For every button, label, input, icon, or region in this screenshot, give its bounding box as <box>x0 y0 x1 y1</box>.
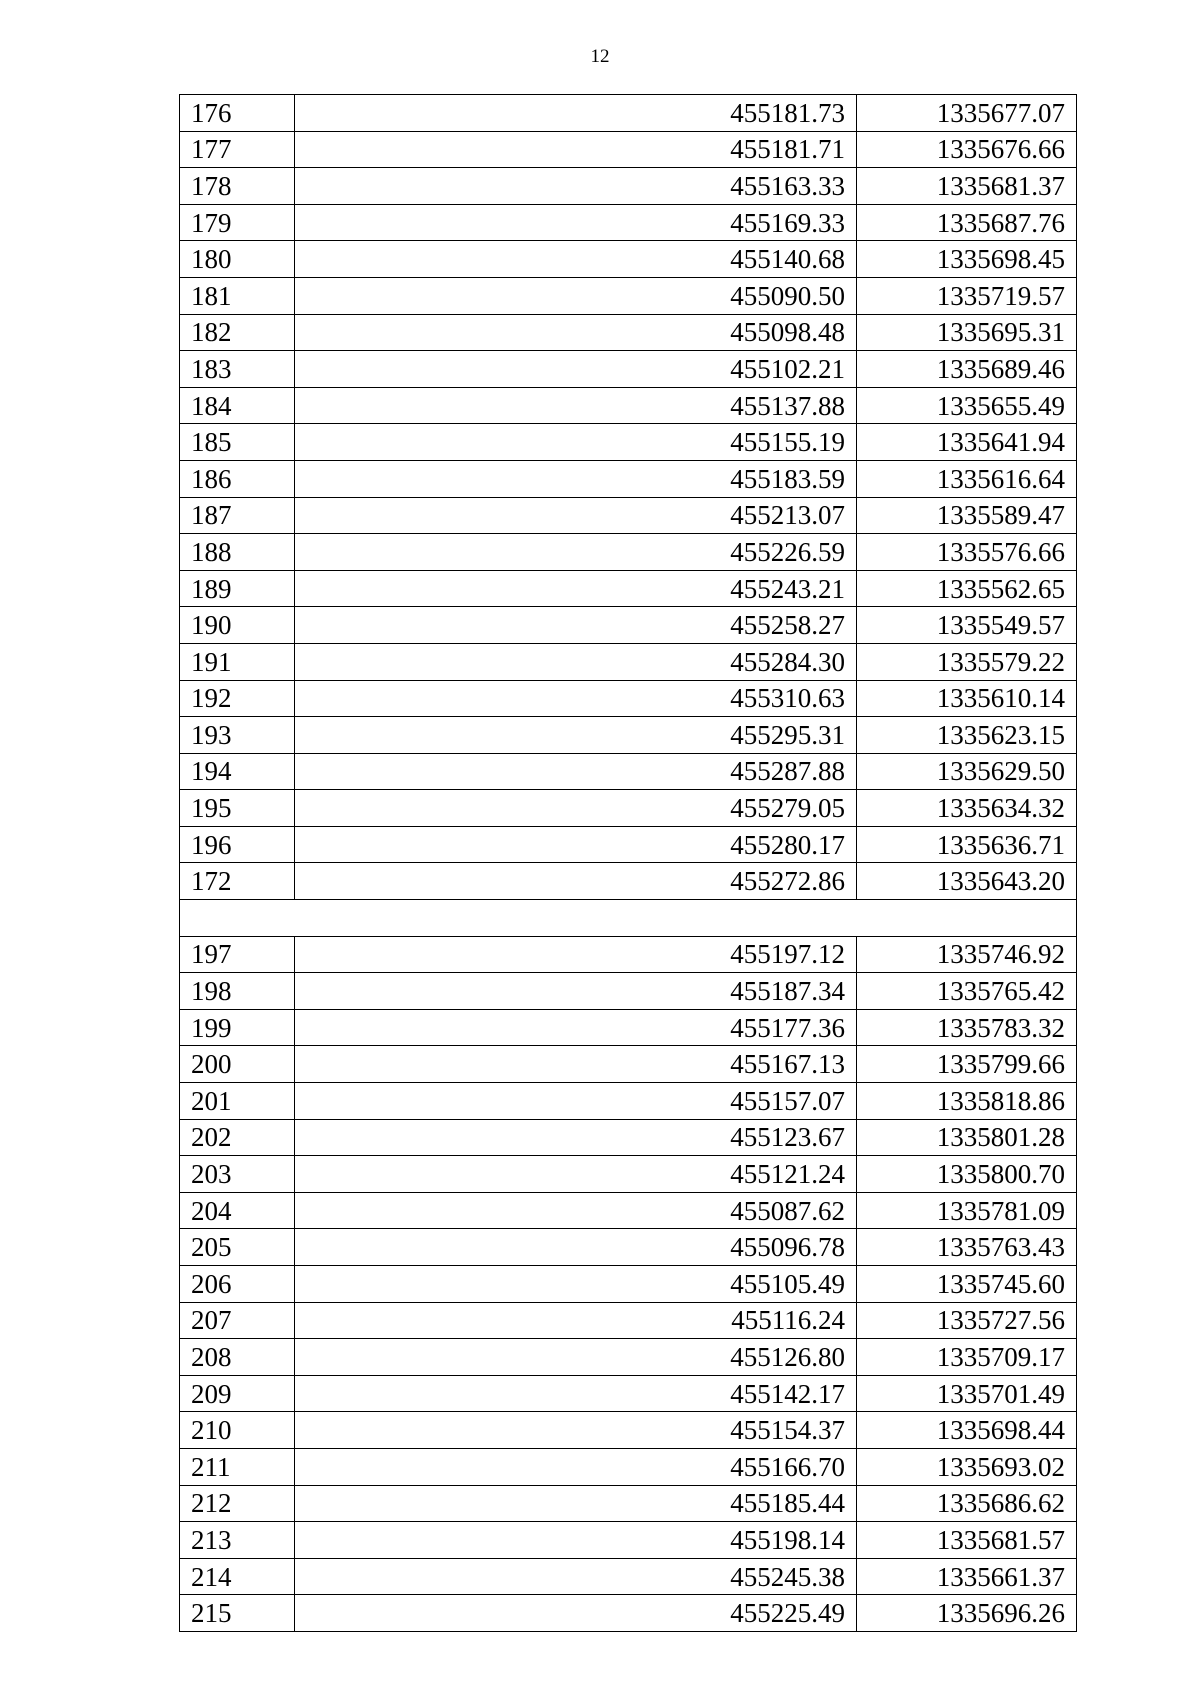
x-coordinate-cell: 455198.14 <box>295 1522 857 1559</box>
table-row <box>180 387 1077 424</box>
x-coordinate-cell: 455137.88 <box>295 387 857 424</box>
x-coordinate-cell: 455245.38 <box>295 1558 857 1595</box>
table-row <box>180 1192 1077 1229</box>
table-row <box>180 1595 1077 1632</box>
x-coordinate-cell: 455166.70 <box>295 1448 857 1485</box>
table-row <box>180 973 1077 1010</box>
group-separator-cell <box>180 900 1077 937</box>
table-row <box>180 424 1077 461</box>
point-number-cell: 180 <box>180 241 295 278</box>
y-coordinate-cell: 1335623.15 <box>857 717 1077 754</box>
x-coordinate-cell: 455169.33 <box>295 204 857 241</box>
x-coordinate-cell: 455142.17 <box>295 1375 857 1412</box>
x-coordinate-cell: 455102.21 <box>295 351 857 388</box>
table-row <box>180 680 1077 717</box>
table-row <box>180 936 1077 973</box>
y-coordinate-cell: 1335661.37 <box>857 1558 1077 1595</box>
table-row <box>180 168 1077 205</box>
x-coordinate-cell: 455087.62 <box>295 1192 857 1229</box>
y-coordinate-cell: 1335696.26 <box>857 1595 1077 1632</box>
table-row <box>180 1229 1077 1266</box>
table-row <box>180 1375 1077 1412</box>
table-row <box>180 497 1077 534</box>
y-coordinate-cell: 1335818.86 <box>857 1083 1077 1120</box>
y-coordinate-cell: 1335643.20 <box>857 863 1077 900</box>
point-number-cell: 213 <box>180 1522 295 1559</box>
point-number-cell: 212 <box>180 1485 295 1522</box>
point-number-cell: 211 <box>180 1448 295 1485</box>
table-row <box>180 643 1077 680</box>
point-number-cell: 192 <box>180 680 295 717</box>
point-number-cell: 198 <box>180 973 295 1010</box>
x-coordinate-cell: 455163.33 <box>295 168 857 205</box>
point-number-cell: 188 <box>180 534 295 571</box>
table-row <box>180 95 1077 132</box>
y-coordinate-cell: 1335687.76 <box>857 204 1077 241</box>
y-coordinate-cell: 1335695.31 <box>857 314 1077 351</box>
x-coordinate-cell: 455280.17 <box>295 826 857 863</box>
y-coordinate-cell: 1335616.64 <box>857 460 1077 497</box>
y-coordinate-cell: 1335801.28 <box>857 1119 1077 1156</box>
coordinates-table-body <box>180 95 1077 1632</box>
x-coordinate-cell: 455226.59 <box>295 534 857 571</box>
y-coordinate-cell: 1335562.65 <box>857 570 1077 607</box>
point-number-cell: 206 <box>180 1266 295 1303</box>
y-coordinate-cell: 1335746.92 <box>857 936 1077 973</box>
point-number-cell: 181 <box>180 277 295 314</box>
point-number-cell: 203 <box>180 1156 295 1193</box>
x-coordinate-cell: 455121.24 <box>295 1156 857 1193</box>
y-coordinate-cell: 1335709.17 <box>857 1339 1077 1376</box>
table-row <box>180 1485 1077 1522</box>
table-row <box>180 1083 1077 1120</box>
y-coordinate-cell: 1335610.14 <box>857 680 1077 717</box>
point-number-cell: 172 <box>180 863 295 900</box>
point-number-cell: 201 <box>180 1083 295 1120</box>
x-coordinate-cell: 455123.67 <box>295 1119 857 1156</box>
table-row <box>180 1302 1077 1339</box>
y-coordinate-cell: 1335698.44 <box>857 1412 1077 1449</box>
table-row <box>180 131 1077 168</box>
point-number-cell: 193 <box>180 717 295 754</box>
point-number-cell: 210 <box>180 1412 295 1449</box>
table-row <box>180 1156 1077 1193</box>
y-coordinate-cell: 1335655.49 <box>857 387 1077 424</box>
x-coordinate-cell: 455177.36 <box>295 1009 857 1046</box>
x-coordinate-cell: 455183.59 <box>295 460 857 497</box>
y-coordinate-cell: 1335634.32 <box>857 790 1077 827</box>
page-number: 12 <box>590 46 610 67</box>
point-number-cell: 199 <box>180 1009 295 1046</box>
table-row <box>180 277 1077 314</box>
table-row <box>180 1009 1077 1046</box>
x-coordinate-cell: 455243.21 <box>295 570 857 607</box>
y-coordinate-cell: 1335676.66 <box>857 131 1077 168</box>
point-number-cell: 208 <box>180 1339 295 1376</box>
point-number-cell: 189 <box>180 570 295 607</box>
table-row <box>180 607 1077 644</box>
x-coordinate-cell: 455140.68 <box>295 241 857 278</box>
x-coordinate-cell: 455284.30 <box>295 643 857 680</box>
y-coordinate-cell: 1335693.02 <box>857 1448 1077 1485</box>
x-coordinate-cell: 455090.50 <box>295 277 857 314</box>
x-coordinate-cell: 455185.44 <box>295 1485 857 1522</box>
point-number-cell: 187 <box>180 497 295 534</box>
y-coordinate-cell: 1335781.09 <box>857 1192 1077 1229</box>
y-coordinate-cell: 1335641.94 <box>857 424 1077 461</box>
table-row <box>180 1522 1077 1559</box>
point-number-cell: 209 <box>180 1375 295 1412</box>
x-coordinate-cell: 455096.78 <box>295 1229 857 1266</box>
x-coordinate-cell: 455116.24 <box>295 1302 857 1339</box>
y-coordinate-cell: 1335727.56 <box>857 1302 1077 1339</box>
y-coordinate-cell: 1335719.57 <box>857 277 1077 314</box>
x-coordinate-cell: 455126.80 <box>295 1339 857 1376</box>
y-coordinate-cell: 1335800.70 <box>857 1156 1077 1193</box>
y-coordinate-cell: 1335681.57 <box>857 1522 1077 1559</box>
x-coordinate-cell: 455167.13 <box>295 1046 857 1083</box>
x-coordinate-cell: 455154.37 <box>295 1412 857 1449</box>
y-coordinate-cell: 1335799.66 <box>857 1046 1077 1083</box>
y-coordinate-cell: 1335701.49 <box>857 1375 1077 1412</box>
x-coordinate-cell: 455155.19 <box>295 424 857 461</box>
y-coordinate-cell: 1335689.46 <box>857 351 1077 388</box>
group-separator-row <box>180 900 1077 937</box>
table-row <box>180 790 1077 827</box>
table-row <box>180 1558 1077 1595</box>
x-coordinate-cell: 455310.63 <box>295 680 857 717</box>
x-coordinate-cell: 455187.34 <box>295 973 857 1010</box>
point-number-cell: 204 <box>180 1192 295 1229</box>
table-row <box>180 1046 1077 1083</box>
point-number-cell: 190 <box>180 607 295 644</box>
x-coordinate-cell: 455279.05 <box>295 790 857 827</box>
y-coordinate-cell: 1335549.57 <box>857 607 1077 644</box>
y-coordinate-cell: 1335636.71 <box>857 826 1077 863</box>
x-coordinate-cell: 455098.48 <box>295 314 857 351</box>
table-row <box>180 753 1077 790</box>
table-row <box>180 826 1077 863</box>
table-row <box>180 1119 1077 1156</box>
table-row <box>180 351 1077 388</box>
table-row <box>180 1448 1077 1485</box>
y-coordinate-cell: 1335698.45 <box>857 241 1077 278</box>
y-coordinate-cell: 1335681.37 <box>857 168 1077 205</box>
y-coordinate-cell: 1335763.43 <box>857 1229 1077 1266</box>
x-coordinate-cell: 455105.49 <box>295 1266 857 1303</box>
point-number-cell: 200 <box>180 1046 295 1083</box>
table-row <box>180 1266 1077 1303</box>
point-number-cell: 178 <box>180 168 295 205</box>
y-coordinate-cell: 1335745.60 <box>857 1266 1077 1303</box>
point-number-cell: 195 <box>180 790 295 827</box>
y-coordinate-cell: 1335579.22 <box>857 643 1077 680</box>
table-row <box>180 717 1077 754</box>
x-coordinate-cell: 455181.73 <box>295 95 857 132</box>
point-number-cell: 197 <box>180 936 295 973</box>
x-coordinate-cell: 455181.71 <box>295 131 857 168</box>
y-coordinate-cell: 1335589.47 <box>857 497 1077 534</box>
y-coordinate-cell: 1335765.42 <box>857 973 1077 1010</box>
point-number-cell: 183 <box>180 351 295 388</box>
point-number-cell: 186 <box>180 460 295 497</box>
table-row <box>180 1339 1077 1376</box>
table-row <box>180 314 1077 351</box>
point-number-cell: 182 <box>180 314 295 351</box>
point-number-cell: 214 <box>180 1558 295 1595</box>
y-coordinate-cell: 1335576.66 <box>857 534 1077 571</box>
point-number-cell: 196 <box>180 826 295 863</box>
y-coordinate-cell: 1335677.07 <box>857 95 1077 132</box>
x-coordinate-cell: 455225.49 <box>295 1595 857 1632</box>
x-coordinate-cell: 455258.27 <box>295 607 857 644</box>
y-coordinate-cell: 1335686.62 <box>857 1485 1077 1522</box>
table-row <box>180 204 1077 241</box>
point-number-cell: 194 <box>180 753 295 790</box>
table-row <box>180 570 1077 607</box>
point-number-cell: 184 <box>180 387 295 424</box>
point-number-cell: 205 <box>180 1229 295 1266</box>
y-coordinate-cell: 1335783.32 <box>857 1009 1077 1046</box>
coordinates-table <box>179 94 1077 1632</box>
x-coordinate-cell: 455157.07 <box>295 1083 857 1120</box>
point-number-cell: 177 <box>180 131 295 168</box>
point-number-cell: 207 <box>180 1302 295 1339</box>
point-number-cell: 215 <box>180 1595 295 1632</box>
x-coordinate-cell: 455213.07 <box>295 497 857 534</box>
table-row <box>180 534 1077 571</box>
table-row <box>180 1412 1077 1449</box>
point-number-cell: 191 <box>180 643 295 680</box>
point-number-cell: 202 <box>180 1119 295 1156</box>
table-row <box>180 460 1077 497</box>
x-coordinate-cell: 455287.88 <box>295 753 857 790</box>
point-number-cell: 176 <box>180 95 295 132</box>
point-number-cell: 179 <box>180 204 295 241</box>
point-number-cell: 185 <box>180 424 295 461</box>
x-coordinate-cell: 455272.86 <box>295 863 857 900</box>
x-coordinate-cell: 455197.12 <box>295 936 857 973</box>
table-row <box>180 241 1077 278</box>
table-row <box>180 863 1077 900</box>
x-coordinate-cell: 455295.31 <box>295 717 857 754</box>
y-coordinate-cell: 1335629.50 <box>857 753 1077 790</box>
